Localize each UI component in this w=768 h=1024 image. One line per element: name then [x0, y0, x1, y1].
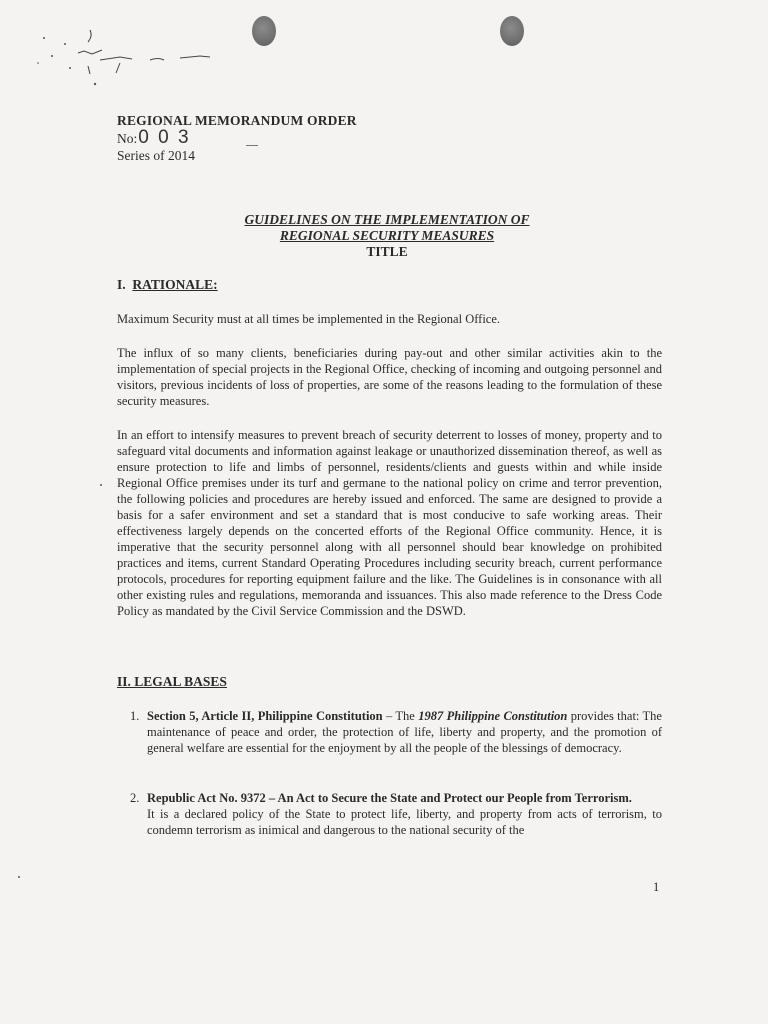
memo-header	[117, 112, 357, 164]
list-item-lead: Section 5, Article II, Philippine Constitution	[147, 709, 383, 723]
list-item-text: It is a declared policy of the State to protect life, liberty, and property from acts of terrorism, to condemn terrorism as inimical and dangerous to the national security of the	[147, 807, 662, 837]
section-title: II. LEGAL BASES	[117, 674, 227, 689]
rationale-paragraph-2: The influx of so many clients, beneficiaries during pay-out and other similar activities akin to the implementation of special projects in the Regional Office, checking of incoming and outgoing personnel and visitors, previous incidents of loss of properties, are some of the reasons leading to the formulation of these security measures.	[117, 346, 662, 408]
memo-number-label: No:	[117, 131, 138, 146]
document-title-line-3: TITLE	[366, 244, 408, 259]
memo-series: Series of 2014	[117, 148, 195, 163]
punch-hole-right	[500, 16, 524, 46]
document-title-line-1: GUIDELINES ON THE IMPLEMENTATION OF	[244, 212, 530, 227]
list-item	[130, 790, 662, 838]
list-item-number: 2.	[130, 791, 140, 805]
list-item-number: 1.	[130, 709, 140, 723]
list-item-body	[147, 790, 662, 838]
list-item-lead: Republic Act No. 9372 – An Act to Secure the State and Protect our People from Terrorism.	[147, 791, 632, 805]
memo-title: REGIONAL MEMORANDUM ORDER	[117, 113, 357, 128]
list-item-body	[147, 708, 662, 756]
section-heading-rationale	[117, 277, 218, 293]
list-item	[130, 708, 662, 756]
page-number: 1	[653, 880, 660, 894]
rationale-paragraph-3: In an effort to intensify measures to prevent breach of security deterrent to losses of money, property and to safeguard vital documents and information against leakage or unauthorized dissemination thereof, as well as ensure protection to life and limbs of personnel, residents/clients and guests within and while inside Regional Office premises under its turf and germane to the national policy on crime and terror prevention, the following policies and procedures are hereby issued and enforced. The same are designed to provide a basis for a safer environment and set a standard that is most conducive to safe working areas. Their effectiveness largely depends on the concerted efforts of the Regional Office community. Hence, it is imperative that the security personnel along with all personnel should bear knowledge on prohibited practices and items, current Standard Operating Procedures including security breach, current performance protocols, procedures for reporting equipment failure and the like. The Guidelines is in consonance with all other existing rules and regulations, memoranda and issuances. This also made reference to the Dress Code Policy as mandated by the Civil Service Commission and the DSWD.	[117, 428, 662, 618]
dash-mark	[246, 145, 258, 146]
document-title-line-2: REGIONAL SECURITY MEASURES	[279, 228, 495, 243]
scan-speck	[100, 484, 102, 486]
document-title	[117, 212, 657, 260]
list-item-separator: – The	[382, 709, 419, 723]
handwritten-scribble-mark	[30, 8, 220, 88]
section-title: RATIONALE:	[132, 277, 218, 292]
memo-number-value: 0 0 3	[138, 127, 191, 148]
scan-speck	[18, 876, 20, 878]
punch-hole-left	[252, 16, 276, 46]
section-heading-legal-bases	[117, 674, 227, 690]
memo-number-row	[117, 129, 357, 147]
list-item-text: provides that: The maintenance of peace and order, the protection of life, liberty and property, and the promotion of general welfare are essential for the enjoyment by all the people of the blessings of democracy.	[147, 709, 662, 755]
list-item-italic: 1987 Philippine Constitution	[418, 709, 568, 723]
rationale-paragraph-1: Maximum Security must at all times be implemented in the Regional Office.	[117, 312, 501, 326]
section-number: I.	[117, 277, 126, 292]
